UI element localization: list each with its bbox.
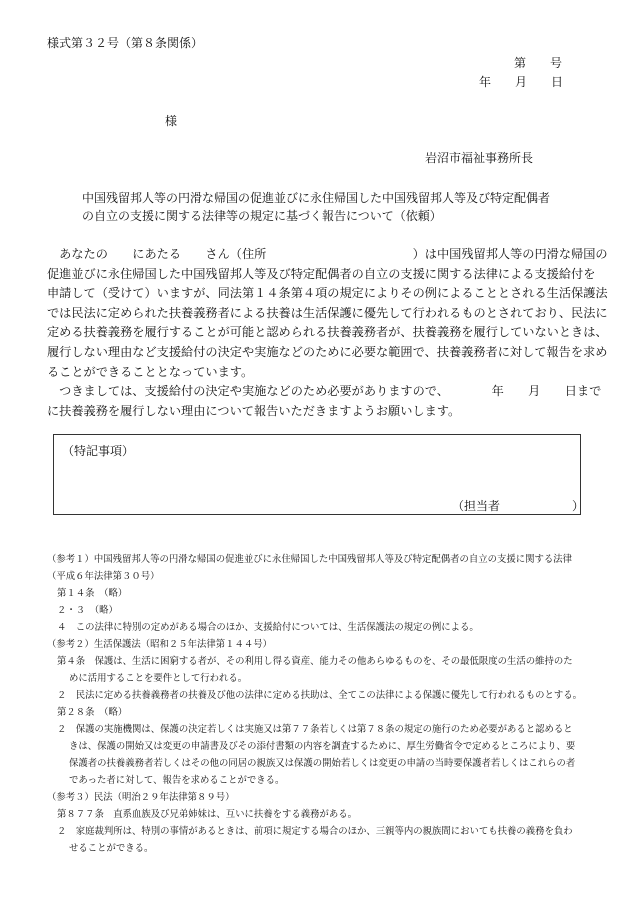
- reference-line: （参考１）中国残留邦人等の円滑な帰国の促進並びに永住帰国した中国残留邦人等及び特定配偶者の自立の支援に関する法律: [47, 554, 573, 565]
- body-line: 申請して（受けて）いますが、同法第１４条第４項の規定によりその例によることとされる生活保護法: [47, 286, 608, 301]
- body-line: に扶養義務を履行しない理由について報告いただきますようお願いします。: [47, 403, 461, 418]
- body-line: 履行しない理由など支援給付の決定や実施などのために必要な範囲で、扶養義務者に対して報告を求め: [47, 345, 608, 359]
- document-title-line-1: 中国残留邦人等の円滑な帰国の促進並びに永住帰国した中国残留邦人等及び特定配偶者: [82, 191, 551, 205]
- body-line: あなたの にあたる さん（住所 ）は中国残留邦人等の円滑な帰国の: [47, 247, 608, 261]
- date-label: 年 月 日: [479, 75, 564, 89]
- reference-line: ２ 家庭裁判所は、特別の事情があるときは、前項に規定する場合のほか、三親等内の親族間においても扶養の義務を負わ: [57, 826, 573, 837]
- reference-line: （参考２）生活保護法（昭和２５年法律第１４４号）: [47, 639, 273, 650]
- form-number: 様式第３２号（第８条関係）: [47, 36, 204, 50]
- reference-line: せることができる。: [69, 843, 154, 854]
- body-line: つきましては、支援給付の決定や実施などのため必要がありますので、 年 月 日まで: [47, 384, 602, 399]
- body-line: 定める扶養義務を履行することが可能と認められる扶養義務者が、扶養義務を履行していないときは、: [47, 325, 608, 340]
- reference-line: 第４条 保護は、生活に困窮する者が、その利用し得る資産、能力その他あらゆるものを、その最低限度の生活の維持のた: [57, 656, 573, 667]
- body-line: では民法に定められた扶養義務者による扶養は生活保護に優先して行われるものとされており、民法に: [47, 305, 608, 320]
- reference-line: ２・３ （略）: [57, 605, 118, 616]
- reference-line: ２ 民法に定める扶養義務者の扶養及び他の法律に定める扶助は、全てこの法律による保護に優先して行われるものとする。: [57, 690, 583, 701]
- addressee-honorific: 様: [165, 114, 178, 128]
- reference-line: であった者に対して、報告を求めることができる。: [69, 775, 285, 786]
- special-notes-label: （特記事項）: [62, 444, 135, 458]
- body-line: ることができることとなっています。: [47, 364, 254, 379]
- reference-line: 第２８条 （略）: [57, 707, 128, 718]
- reference-line: 第８７７条 直系血族及び兄弟姉妹は、互いに扶養をする義務がある。: [57, 809, 358, 820]
- reference-line: 第１４条 （略）: [57, 588, 128, 599]
- reference-line: （平成６年法律第３０号）: [47, 571, 160, 582]
- reference-line: きは、保護の開始又は変更の申請書及びその添付書類の内容を調査するために、厚生労働省令で定めるところにより、要: [69, 741, 576, 752]
- sender-name: 岩沼市福祉事務所長: [425, 151, 534, 165]
- reference-line: 保護者の扶養義務者若しくはその他の同居の親族又は保護の開始若しくは変更の申請の当時要保護者若しくはこれらの者: [69, 758, 576, 769]
- body-line: 促進並びに永住帰国した中国残留邦人等及び特定配偶者の自立の支援に関する法律による支援給付を: [47, 266, 596, 281]
- special-notes-box: [53, 434, 585, 515]
- staff-in-charge-label: （担当者 ）: [452, 499, 585, 513]
- reference-line: ４ この法律に特別の定めがある場合のほか、支援給付については、生活保護法の規定の例による。: [57, 622, 479, 633]
- reference-line: ２ 保護の実施機関は、保護の決定若しくは実施又は第７７条若しくは第７８条の規定の施行のため必要があると認めると: [57, 724, 573, 735]
- reference-line: （参考３）民法（明治２９年法律第８９号）: [47, 792, 235, 803]
- document-number-label: 第 号: [514, 56, 563, 70]
- reference-line: めに活用することを要件として行われる。: [69, 673, 248, 684]
- document-title-line-2: の自立の支援に関する法律等の規定に基づく報告について（依頼）: [82, 209, 442, 223]
